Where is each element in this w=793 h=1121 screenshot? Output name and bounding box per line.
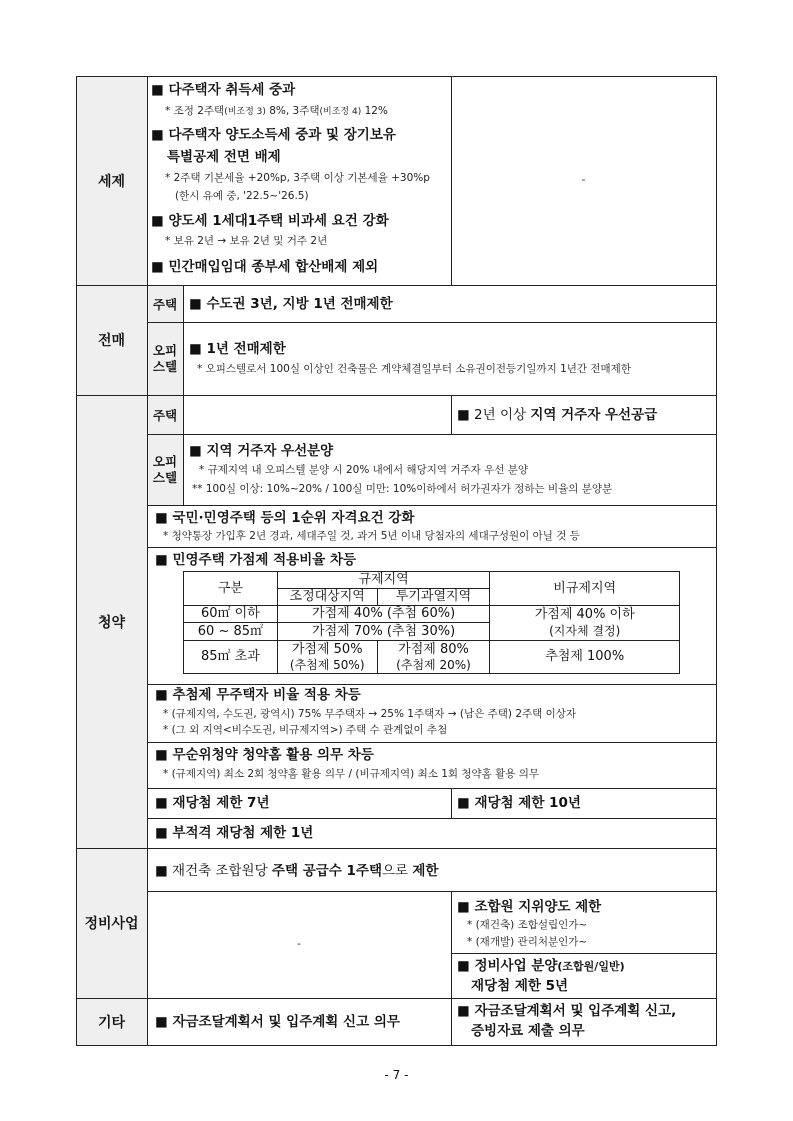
tax-item-one-house-note: * 보유 2년 → 보유 2년 및 거주 2년 bbox=[165, 235, 328, 247]
sub-house-right: ■ 2년 이상 지역 거주자 우선공급 bbox=[457, 407, 658, 423]
resale-house-text: ■ 수도권 3년, 지방 1년 전매제한 bbox=[189, 296, 393, 312]
redev-transfer-note1: * (재건축) 조합설립인가~ bbox=[467, 919, 588, 931]
sub-first-rank-note: * 청약통장 가입후 2년 경과, 세대주일 것, 과거 5년 이내 당첨자의 세대구성원이 아닐 것 등 bbox=[163, 530, 580, 542]
resale-house-label: 주택 bbox=[152, 296, 178, 312]
redev-sale: ■ 정비사업 분양(조합원/일반) bbox=[457, 958, 625, 974]
sub-first-rank: ■ 국민·민영주택 등의 1순위 자격요건 강화 bbox=[155, 510, 415, 526]
th-nonregulated: 비규제지역 bbox=[490, 572, 680, 606]
sub-unranked: ■ 무순위청약 청약홈 활용 의무 차등 bbox=[155, 747, 374, 763]
point-ratio-table bbox=[183, 571, 680, 674]
sub-house-label: 주택 bbox=[152, 407, 178, 423]
row-60-85-label: 60 ~ 85㎡ bbox=[184, 623, 278, 641]
tax-item-acquisition: ■ 다주택자 취득세 중과 bbox=[151, 82, 296, 98]
etc-left: ■ 자금조달계획서 및 입주계획 신고 의무 bbox=[155, 1014, 400, 1030]
resale-officetel-label: 오피 스텔 bbox=[152, 342, 178, 374]
row-85-speculative: 가점제 80% (추첨제 20%) bbox=[377, 641, 490, 674]
section-label-etc: 기타 bbox=[97, 1014, 126, 1031]
section-label-subscription: 청약 bbox=[97, 614, 126, 631]
tax-item-acquisition-note: * 조정 2주택(비조정 3) 8%, 3주택(비조정 4) 12% bbox=[165, 105, 388, 117]
sub-officetel-note2: ** 100실 이상: 10%~20% / 100실 미만: 10%이하에서 허가권자가 정하는 비율의 분양분 bbox=[192, 483, 613, 495]
sub-rewin-10: ■ 재당첨 제한 10년 bbox=[457, 795, 581, 811]
tax-right-empty: - bbox=[581, 174, 586, 186]
tax-item-transfer: ■ 다주택자 양도소득세 중과 및 장기보유 bbox=[151, 127, 396, 143]
redev-sale-cont: 재당첨 제한 5년 bbox=[471, 978, 569, 994]
th-speculative: 투기과열지역 bbox=[377, 589, 490, 606]
etc-right-2: 증빙자료 제출 의무 bbox=[471, 1023, 585, 1039]
row-60-label: 60㎡ 이하 bbox=[184, 606, 278, 623]
sub-officetel-label: 오피 스텔 bbox=[152, 453, 178, 485]
th-regulated: 규제지역 bbox=[277, 572, 490, 589]
row-85-adjusted: 가점제 50% (추첨제 50%) bbox=[277, 641, 377, 674]
tax-item-transfer-note1: * 2주택 기본세율 +20%p, 3주택 이상 기본세율 +30%p bbox=[165, 172, 430, 184]
redev-transfer: ■ 조합원 지위양도 제한 bbox=[457, 899, 602, 915]
page-number: - 7 - bbox=[384, 1068, 409, 1082]
th-adjusted: 조정대상지역 bbox=[277, 589, 377, 606]
sub-lottery: ■ 추첨제 무주택자 비율 적용 차등 bbox=[155, 687, 361, 703]
tax-item-rental: ■ 민간매입임대 종부세 합산배제 제외 bbox=[151, 259, 379, 275]
sub-point-ratio: ■ 민영주택 가점제 적용비율 차등 bbox=[155, 552, 357, 568]
resale-officetel-text: ■ 1년 전매제한 bbox=[189, 341, 286, 357]
section-label-tax: 세제 bbox=[97, 173, 126, 190]
th-division: 구분 bbox=[184, 572, 278, 606]
sub-lottery-note2: * (그 외 지역<비수도권, 비규제지역>) 주택 수 관계없이 추첨 bbox=[163, 724, 448, 736]
tax-item-transfer-cont: 특별공제 전면 배제 bbox=[167, 149, 281, 165]
sub-officetel-text: ■ 지역 거주자 우선분양 bbox=[189, 443, 334, 459]
sub-rewin-7: ■ 재당첨 제한 7년 bbox=[155, 795, 270, 811]
row-85-nonreg: 추첨제 100% bbox=[490, 641, 680, 674]
sub-lottery-note1: * (규제지역, 수도권, 광역시) 75% 무주택자 → 25% 1주택자 → (남은 주택) 2주택 이상자 bbox=[163, 708, 577, 720]
sub-officetel-note1: * 규제지역 내 오피스텔 분양 시 20% 내에서 해당지역 거주자 우선 분양 bbox=[199, 464, 529, 476]
sub-ineligible: ■ 부적격 재당첨 제한 1년 bbox=[155, 825, 314, 841]
row-60-85-nonreg: 가점제 40% 이하 (지자체 결정) bbox=[490, 606, 680, 641]
etc-right-1: ■ 자금조달계획서 및 입주계획 신고, bbox=[457, 1003, 677, 1019]
row-60-85-value: 가점제 70% (추첨 30%) bbox=[277, 623, 490, 641]
section-label-resale: 전매 bbox=[97, 333, 126, 349]
tax-item-one-house: ■ 양도세 1세대1주택 비과세 요건 강화 bbox=[151, 213, 389, 229]
section-label-redevelopment: 정비사업 bbox=[84, 916, 139, 932]
redev-transfer-note2: * (재개발) 관리처분인가~ bbox=[467, 936, 588, 948]
redev-top: ■ 재건축 조합원당 주택 공급수 1주택으로 제한 bbox=[155, 863, 439, 879]
tax-item-transfer-note2: (한시 유예 중, '22.5~'26.5) bbox=[175, 190, 309, 202]
row-85-label: 85㎡ 초과 bbox=[184, 641, 278, 674]
resale-officetel-note: * 오피스텔로서 100실 이상인 건축물은 계약체결일부터 소유권이전등기일까지 1년간 전매제한 bbox=[197, 363, 631, 375]
sub-unranked-note: * (규제지역) 최소 2회 청약홈 활용 의무 / (비규제지역) 최소 1회 청약홈 활용 의무 bbox=[163, 768, 540, 780]
redev-left-empty: - bbox=[297, 938, 301, 950]
row-60-value: 가점제 40% (추첨 60%) bbox=[277, 606, 490, 623]
